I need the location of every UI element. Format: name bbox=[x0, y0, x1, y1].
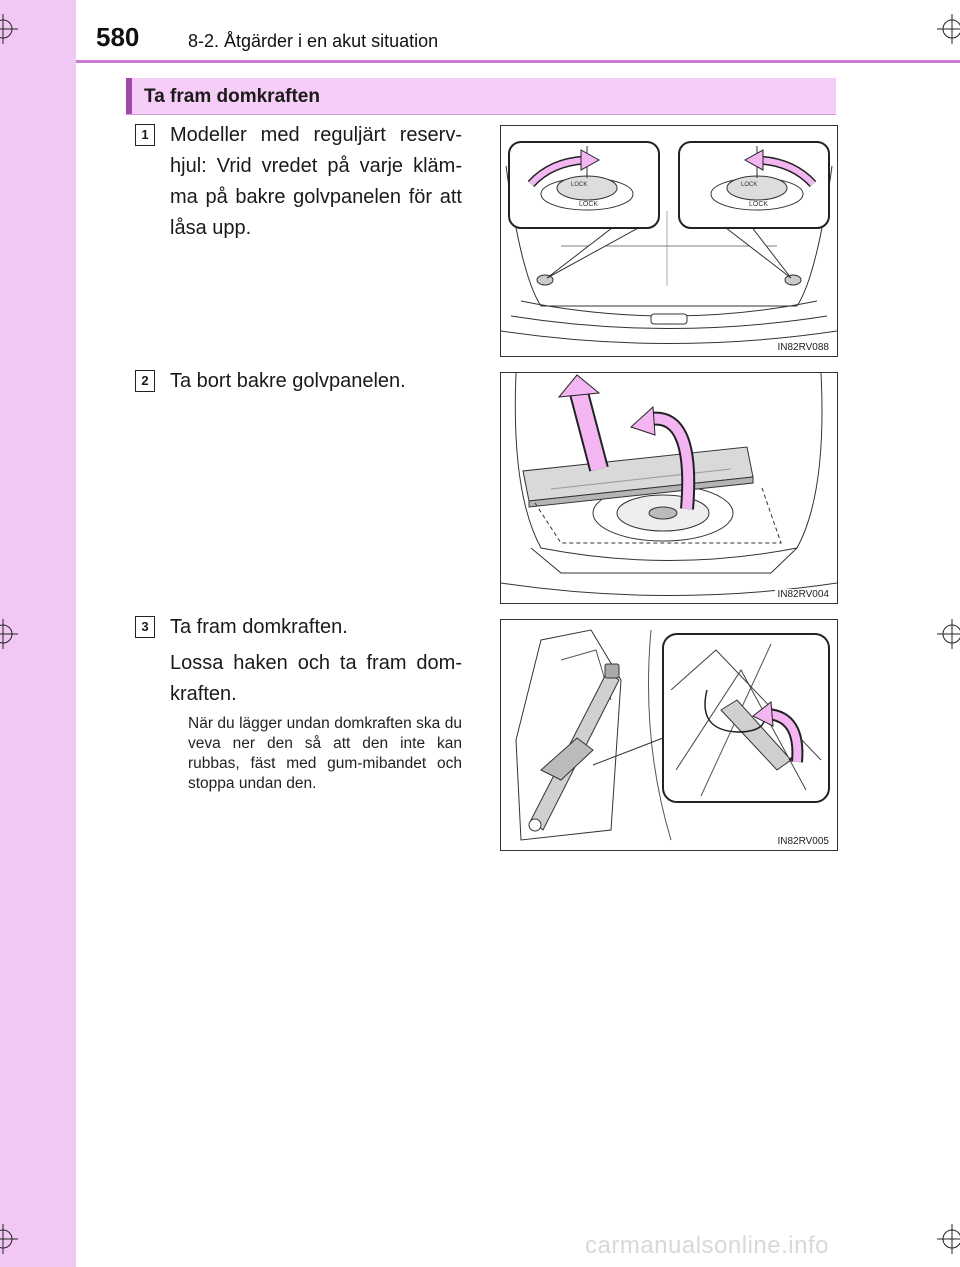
lock-label-right: LOCK bbox=[749, 201, 769, 208]
heading-accent-bar bbox=[126, 78, 132, 114]
lock-label-left-top: LOCK bbox=[571, 182, 588, 188]
page-number: 580 bbox=[96, 22, 140, 52]
step-number-3: 3 bbox=[135, 616, 155, 638]
figure-2-remove-floor-panel bbox=[500, 372, 838, 604]
lock-label-right-top: LOCK bbox=[741, 182, 758, 188]
registration-mark-icon bbox=[937, 1224, 960, 1254]
lock-label-left: LOCK bbox=[579, 201, 599, 208]
registration-mark-icon bbox=[937, 619, 960, 649]
step-3-subtext: Lossa haken och ta fram dom-kraften. bbox=[170, 652, 462, 705]
section-heading bbox=[126, 78, 836, 115]
header-divider bbox=[76, 60, 960, 63]
figure-1-code: IN82RV088 bbox=[777, 342, 829, 353]
section-title: Ta fram domkraften bbox=[144, 86, 320, 107]
figure-2-code: IN82RV004 bbox=[777, 589, 829, 600]
step-number-1: 1 bbox=[135, 124, 155, 146]
figure-1-floor-lock-knobs bbox=[500, 125, 838, 357]
registration-mark-icon bbox=[937, 14, 960, 44]
watermark: carmanualsonline.info bbox=[585, 1232, 829, 1259]
step-2-text: Ta bort bakre golvpanelen. bbox=[170, 370, 406, 392]
figure-3-remove-jack bbox=[500, 619, 838, 851]
registration-mark-icon bbox=[0, 14, 18, 44]
registration-mark-icon bbox=[0, 1224, 18, 1254]
step-3-text: Ta fram domkraften. bbox=[170, 616, 348, 638]
step-1-text: Modeller med reguljärt reserv-hjul: Vrid vredet på varje kläm-ma på bakre golvpanelen för att låsa upp. bbox=[170, 124, 462, 239]
step-number-2: 2 bbox=[135, 370, 155, 392]
registration-mark-icon bbox=[0, 619, 18, 649]
step-3-note: När du lägger undan domkraften ska du veva ner den så att den inte kan rubbas, fäst med gum-mibandet och stoppa undan den. bbox=[188, 715, 462, 792]
figure-3-code: IN82RV005 bbox=[777, 836, 829, 847]
chapter-title: 8-2. Åtgärder i en akut situation bbox=[188, 31, 439, 51]
